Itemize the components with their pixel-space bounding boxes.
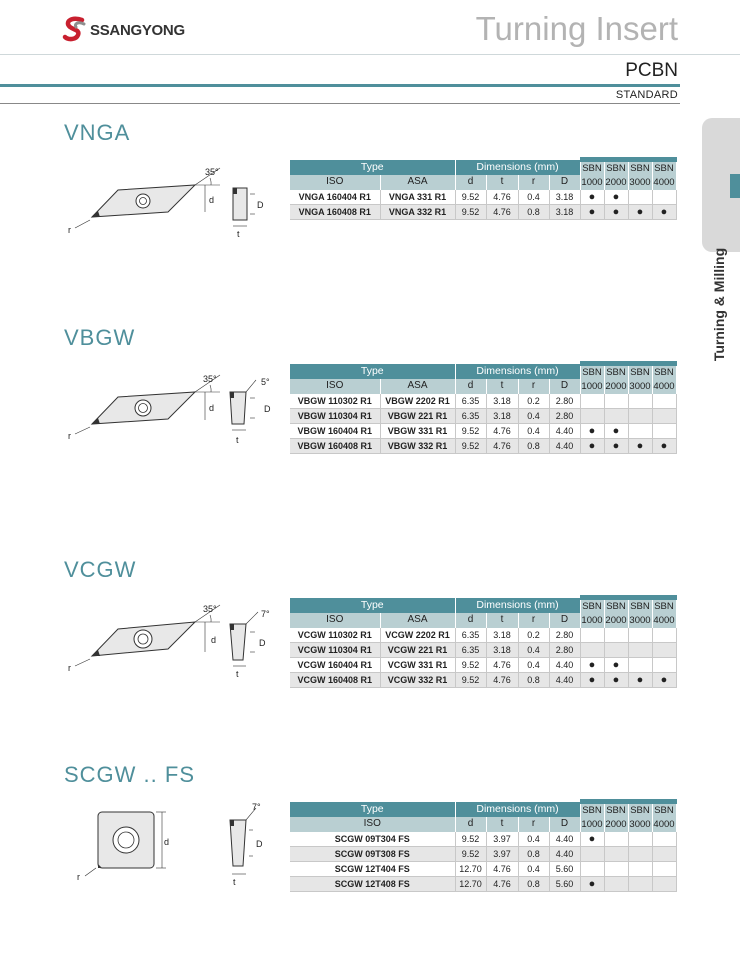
table-cell: 4.40: [549, 424, 580, 439]
table-cell: [604, 409, 628, 424]
section-title-vcgw: VCGW: [64, 557, 137, 582]
table-cell: [604, 847, 628, 862]
table-cell: SBN 1000: [580, 364, 604, 395]
table-cell: t: [486, 175, 518, 190]
section-title-vbgw: VBGW: [64, 325, 136, 350]
table-cell: VCGW 110304 R1: [290, 643, 380, 658]
table-cell: 4.76: [486, 658, 518, 673]
insert-drawing-scgw: [60, 800, 275, 895]
spec-table-scgw: [290, 799, 677, 892]
table-cell: 9.52: [455, 424, 486, 439]
table-cell: SBN 2000: [604, 802, 628, 833]
table-cell: 0.2: [518, 628, 549, 643]
table-cell: 5.60: [549, 862, 580, 877]
table-cell: ●: [604, 673, 628, 688]
dim-r-label: r: [68, 431, 71, 441]
table-cell: Dimensions (mm): [455, 802, 580, 817]
dim-r-label: r: [68, 663, 71, 673]
table-cell: D: [549, 175, 580, 190]
dim-d-label: d: [211, 635, 217, 645]
table-cell: SBN 3000: [628, 802, 652, 833]
table-cell: [580, 643, 604, 658]
table-cell: [628, 409, 652, 424]
table-cell: VBGW 160404 R1: [290, 424, 380, 439]
table-cell: ●: [604, 439, 628, 454]
table-cell: SBN 3000: [628, 598, 652, 629]
table-cell: 9.52: [455, 205, 486, 220]
table-cell: VCGW 331 R1: [380, 658, 455, 673]
insert-drawing-vbgw: [60, 370, 275, 455]
table-row: [290, 658, 676, 673]
table-cell: ●: [580, 424, 604, 439]
clearance-angle-label: 5°: [261, 377, 270, 387]
table-row: [290, 877, 676, 892]
table-cell: VBGW 332 R1: [380, 439, 455, 454]
table-cell: ASA: [380, 379, 455, 394]
table-cell: 9.52: [455, 832, 486, 847]
table-row: [290, 424, 676, 439]
table-cell: [580, 628, 604, 643]
spec-table-vcgw: [290, 595, 677, 688]
table-cell: SCGW 12T404 FS: [290, 862, 455, 877]
page-title: Turning Insert: [475, 10, 678, 47]
table-cell: [628, 877, 652, 892]
table-cell: 0.4: [518, 643, 549, 658]
table-cell: VCGW 221 R1: [380, 643, 455, 658]
table-cell: ●: [580, 205, 604, 220]
table-row: [290, 394, 676, 409]
table-cell: 4.76: [486, 424, 518, 439]
table-cell: VCGW 332 R1: [380, 673, 455, 688]
table-cell: 0.8: [518, 439, 549, 454]
table-row: [290, 190, 676, 205]
table-cell: [652, 643, 676, 658]
table-cell: VBGW 331 R1: [380, 424, 455, 439]
table-cell: 0.4: [518, 424, 549, 439]
clearance-angle-label: 7°: [261, 609, 270, 619]
insert-drawing-vcgw: [60, 600, 275, 685]
table-cell: [652, 862, 676, 877]
dim-t-label: t: [237, 229, 240, 239]
table-cell: [580, 862, 604, 877]
table-row: [290, 832, 676, 847]
table-cell: [652, 847, 676, 862]
table-cell: [652, 409, 676, 424]
table-cell: 4.40: [549, 832, 580, 847]
table-cell: [628, 424, 652, 439]
table-cell: [604, 832, 628, 847]
table-cell: ISO: [290, 613, 380, 628]
table-cell: ●: [652, 673, 676, 688]
table-cell: 6.35: [455, 643, 486, 658]
table-cell: D: [549, 817, 580, 832]
table-row: [290, 364, 676, 379]
insert-hole: [135, 400, 151, 416]
side-tab-label: Turning & Milling: [711, 247, 727, 362]
angle-label: 35°: [203, 374, 217, 384]
table-cell: 4.76: [486, 877, 518, 892]
table-row: [290, 160, 676, 175]
table-cell: 5.60: [549, 877, 580, 892]
table-cell: SBN 2000: [604, 364, 628, 395]
table-cell: [604, 862, 628, 877]
grade-header-sbn1000: SBN 1000: [580, 160, 604, 191]
header-divider: [0, 54, 740, 55]
table-cell: ●: [580, 190, 604, 205]
table-cell: SBN 4000: [652, 364, 676, 395]
grade-header-sbn2000: SBN 2000: [604, 160, 628, 191]
dim-t-label: t: [236, 669, 239, 679]
table-cell: [604, 628, 628, 643]
table-cell: 4.40: [549, 847, 580, 862]
table-row: [290, 673, 676, 688]
table-cell: VCGW 110302 R1: [290, 628, 380, 643]
table-cell: t: [486, 379, 518, 394]
table-cell: t: [486, 817, 518, 832]
table-cell: SBN 4000: [652, 598, 676, 629]
table-cell: 12.70: [455, 877, 486, 892]
table-cell: 3.97: [486, 832, 518, 847]
table-cell: 0.8: [518, 877, 549, 892]
category-rule: [0, 84, 680, 87]
dim-t-label: t: [236, 435, 239, 445]
table-cell: 9.52: [455, 439, 486, 454]
table-cell: 3.18: [549, 190, 580, 205]
table-cell: 0.4: [518, 658, 549, 673]
side-tab-marker: [730, 174, 740, 198]
table-cell: 9.52: [455, 673, 486, 688]
table-cell: 4.40: [549, 673, 580, 688]
table-cell: 4.76: [486, 862, 518, 877]
table-cell: 9.52: [455, 847, 486, 862]
dim-D-label: D: [256, 839, 263, 849]
table-cell: [652, 394, 676, 409]
table-row: [290, 847, 676, 862]
table-cell: [628, 832, 652, 847]
dim-D-label: D: [257, 200, 264, 210]
insert-hole: [134, 630, 152, 648]
table-cell: ●: [604, 205, 628, 220]
table-cell: 2.80: [549, 394, 580, 409]
table-row: [290, 439, 676, 454]
section-title-scgw: SCGW .. FS: [64, 762, 195, 787]
table-row: [290, 598, 676, 613]
table-cell: 3.18: [486, 394, 518, 409]
table-cell: t: [486, 613, 518, 628]
table-cell: VNGA 160408 R1: [290, 205, 380, 220]
table-cell: VBGW 2202 R1: [380, 394, 455, 409]
table-cell: ISO: [290, 379, 380, 394]
table-cell: 2.80: [549, 643, 580, 658]
table-cell: SCGW 09T308 FS: [290, 847, 455, 862]
table-cell: 0.8: [518, 205, 549, 220]
dim-d-label: d: [209, 403, 215, 413]
table-cell: ●: [628, 673, 652, 688]
table-cell: [628, 862, 652, 877]
table-cell: [628, 847, 652, 862]
table-cell: 4.76: [486, 439, 518, 454]
table-cell: 2.80: [549, 409, 580, 424]
table-cell: Type: [290, 364, 455, 379]
table-cell: [628, 643, 652, 658]
table-cell: 0.8: [518, 673, 549, 688]
table-cell: SBN 4000: [652, 802, 676, 833]
section-title-vnga: VNGA: [64, 120, 131, 145]
table-row: [290, 802, 676, 817]
table-cell: Dimensions (mm): [455, 598, 580, 613]
table-row: [290, 409, 676, 424]
table-cell: [580, 409, 604, 424]
table-cell: ●: [580, 658, 604, 673]
table-cell: [652, 190, 676, 205]
table-cell: VNGA 332 R1: [380, 205, 455, 220]
table-cell: VBGW 110302 R1: [290, 394, 380, 409]
table-cell: VBGW 110304 R1: [290, 409, 380, 424]
table-cell: ●: [628, 439, 652, 454]
table-cell: [628, 628, 652, 643]
table-cell: ●: [580, 832, 604, 847]
table-cell: [628, 190, 652, 205]
table-cell: r: [518, 379, 549, 394]
table-cell: 0.4: [518, 862, 549, 877]
subcategory-rule: [0, 103, 680, 104]
table-cell: SCGW 12T408 FS: [290, 877, 455, 892]
table-cell: 4.76: [486, 673, 518, 688]
table-cell: 0.4: [518, 409, 549, 424]
table-cell: ●: [604, 658, 628, 673]
table-cell: ●: [580, 673, 604, 688]
table-cell: 6.35: [455, 409, 486, 424]
angle-label: 35°: [203, 604, 217, 614]
asa-header: ASA: [380, 175, 455, 190]
table-cell: 2.80: [549, 628, 580, 643]
dim-D-label: D: [264, 404, 271, 414]
table-row: [290, 628, 676, 643]
insert-hole: [136, 194, 150, 208]
table-cell: [652, 424, 676, 439]
table-cell: ●: [652, 205, 676, 220]
dim-t-label: t: [233, 877, 236, 887]
angle-label: 35°: [205, 167, 219, 177]
table-cell: 3.18: [486, 643, 518, 658]
ssangyong-logo-icon: [62, 16, 86, 44]
table-cell: Type: [290, 802, 455, 817]
table-cell: ●: [652, 439, 676, 454]
iso-header: ISO: [290, 175, 380, 190]
grade-header-sbn4000: SBN 4000: [652, 160, 676, 191]
table-cell: 4.76: [486, 205, 518, 220]
table-cell: r: [518, 175, 549, 190]
table-cell: Type: [290, 598, 455, 613]
table-cell: ●: [604, 190, 628, 205]
table-cell: [628, 394, 652, 409]
spec-table-vnga: [290, 157, 677, 220]
brand-name: SSANGYONG: [90, 21, 185, 39]
table-cell: 12.70: [455, 862, 486, 877]
table-cell: d: [455, 613, 486, 628]
table-cell: ●: [628, 205, 652, 220]
dim-d-label: d: [209, 195, 215, 205]
table-cell: VBGW 160408 R1: [290, 439, 380, 454]
insert-drawing-vnga: [60, 160, 270, 245]
brand-logo: [62, 16, 185, 44]
table-row: [290, 205, 676, 220]
dimensions-header: Dimensions (mm): [455, 160, 580, 175]
table-cell: [652, 658, 676, 673]
table-cell: d: [455, 379, 486, 394]
table-cell: 3.97: [486, 847, 518, 862]
table-cell: [604, 877, 628, 892]
table-cell: [580, 847, 604, 862]
dim-d-label: d: [164, 837, 170, 847]
table-cell: [604, 643, 628, 658]
table-cell: ●: [604, 424, 628, 439]
table-cell: 3.18: [486, 628, 518, 643]
table-cell: SBN 1000: [580, 598, 604, 629]
table-cell: 9.52: [455, 190, 486, 205]
table-cell: [604, 394, 628, 409]
table-cell: 3.18: [549, 205, 580, 220]
table-cell: SBN 3000: [628, 364, 652, 395]
table-cell: D: [549, 613, 580, 628]
table-cell: [580, 394, 604, 409]
table-cell: r: [518, 817, 549, 832]
table-cell: [652, 877, 676, 892]
clearance-angle-label: 7°: [252, 802, 261, 812]
subcategory-label: STANDARD: [615, 89, 678, 101]
table-cell: [652, 832, 676, 847]
table-cell: 4.76: [486, 190, 518, 205]
table-cell: VNGA 331 R1: [380, 190, 455, 205]
table-cell: D: [549, 379, 580, 394]
table-cell: Dimensions (mm): [455, 364, 580, 379]
table-cell: VCGW 2202 R1: [380, 628, 455, 643]
grade-header-sbn3000: SBN 3000: [628, 160, 652, 191]
table-cell: 6.35: [455, 394, 486, 409]
table-cell: ISO: [290, 817, 455, 832]
table-cell: ASA: [380, 613, 455, 628]
table-cell: d: [455, 817, 486, 832]
table-cell: ●: [580, 877, 604, 892]
table-cell: VCGW 160408 R1: [290, 673, 380, 688]
table-cell: r: [518, 613, 549, 628]
insert-side-view: [230, 820, 246, 866]
dim-D-label: D: [259, 638, 266, 648]
table-row: [290, 862, 676, 877]
category-title: PCBN: [625, 60, 678, 81]
table-cell: 0.2: [518, 394, 549, 409]
table-cell: 3.18: [486, 409, 518, 424]
table-cell: d: [455, 175, 486, 190]
table-cell: 4.40: [549, 658, 580, 673]
table-cell: VNGA 160404 R1: [290, 190, 380, 205]
table-cell: 6.35: [455, 628, 486, 643]
table-cell: 9.52: [455, 658, 486, 673]
dim-r-label: r: [68, 225, 71, 235]
table-cell: SBN 1000: [580, 802, 604, 833]
table-cell: 0.8: [518, 847, 549, 862]
table-cell: 0.4: [518, 190, 549, 205]
table-cell: ●: [580, 439, 604, 454]
type-header: Type: [290, 160, 455, 175]
table-cell: SCGW 09T304 FS: [290, 832, 455, 847]
table-cell: 4.40: [549, 439, 580, 454]
table-row: [290, 643, 676, 658]
table-cell: VCGW 160404 R1: [290, 658, 380, 673]
insert-hole: [113, 827, 139, 853]
table-cell: SBN 2000: [604, 598, 628, 629]
spec-table-vbgw: [290, 361, 677, 454]
table-cell: [652, 628, 676, 643]
table-cell: VBGW 221 R1: [380, 409, 455, 424]
table-cell: 0.4: [518, 832, 549, 847]
table-cell: [628, 658, 652, 673]
dim-r-label: r: [77, 872, 80, 882]
